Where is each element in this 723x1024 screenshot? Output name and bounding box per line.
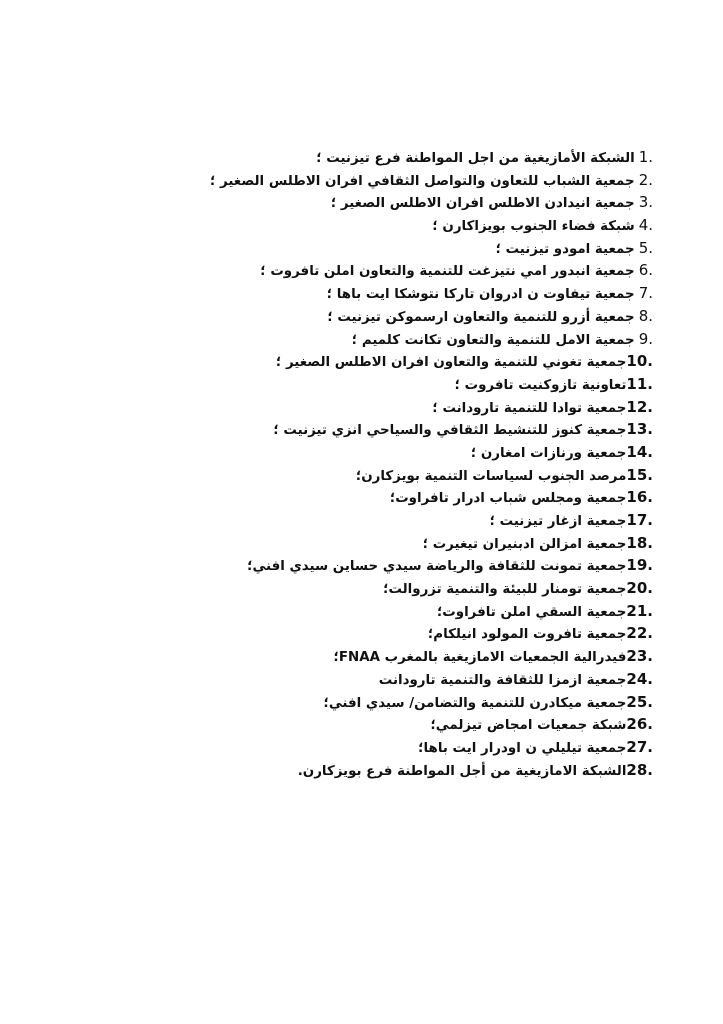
item-number: 1. (638, 148, 653, 166)
item-text: جمعية تافروت المولود انيلكام؛ (427, 627, 627, 643)
item-text: مرصد الجنوب لسياسات التنمية بويزكارن؛ (355, 468, 627, 484)
item-number: 4. (638, 216, 653, 235)
item-number: 18. (626, 533, 653, 552)
item-text: جمعية انبدور امي نتيزغت للتنمية والتعاون املن تافروت ؛ (260, 264, 635, 280)
item-number: 14. (626, 442, 653, 461)
list-item (53, 282, 653, 305)
item-text: جمعية ازغار تيزنيت ؛ (489, 514, 627, 529)
item-number: 25. (626, 692, 653, 711)
list-item (53, 509, 653, 532)
item-text: جمعية ومجلس شباب ادرار تافراوت؛ (389, 491, 627, 507)
list-item (53, 259, 653, 282)
item-number: 24. (626, 669, 653, 688)
item-number: 27. (626, 737, 653, 756)
list-item (53, 373, 653, 396)
item-text: فيدرالية الجمعيات الامازيغية بالمغرب FNAA؛ (333, 650, 627, 666)
list-item (53, 736, 653, 759)
item-number: 11. (626, 374, 653, 393)
list-item (53, 350, 653, 373)
item-text: جمعية امودو تيزنيت ؛ (495, 241, 635, 257)
list-item (53, 214, 653, 237)
list-item (53, 396, 653, 419)
item-text: جمعية السقي املن تافراوت؛ (436, 604, 627, 620)
list-item (53, 668, 653, 691)
item-number: 17. (626, 511, 653, 529)
item-number: 12. (626, 397, 653, 416)
item-text: جمعية تيفاوت ن ادروان تاركا نتوشكا ايت باها ؛ (326, 287, 635, 303)
item-text: جمعية توادا للتنمية تارودانت ؛ (432, 400, 627, 416)
item-text: جمعية تومنار للبيئة والتنمية تزروالت؛ (383, 582, 627, 598)
list-item (53, 645, 653, 668)
item-text: جمعية ورنازات امغارن ؛ (470, 445, 627, 461)
list-item (53, 713, 653, 736)
item-text: شبكة فضاء الجنوب بويزاكارن ؛ (432, 219, 635, 235)
item-text: جمعية تغوني للتنمية والتعاون افران الاطلس الصغير ؛ (275, 355, 627, 371)
list-item (53, 146, 653, 169)
item-number: 26. (626, 715, 653, 734)
list-item (53, 691, 653, 714)
list-item (53, 169, 653, 192)
item-number: 23. (626, 647, 653, 666)
list-item (53, 418, 653, 441)
list-item (53, 464, 653, 487)
item-text: تعاونية تازوكنيت تافروت ؛ (454, 377, 627, 393)
item-text: الشبكة الامازيغية من أجل المواطنة فرع بويزكارن. (297, 763, 627, 779)
item-text: جمعية ازمزا للثقافة والتنمية تارودانت (378, 672, 627, 688)
item-text: الشبكة الأمازيغية من اجل المواطنة فرع تيزنيت ؛ (316, 151, 635, 166)
list-item (53, 532, 653, 555)
item-number: 5. (638, 238, 653, 257)
item-text: جمعية الشباب للتعاون والتواصل الثقافي افران الاطلس الصغير ؛ (209, 173, 635, 189)
item-number: 3. (638, 193, 653, 212)
item-number: 21. (626, 601, 653, 620)
list-item (53, 191, 653, 214)
item-number: 15. (626, 465, 653, 484)
item-text: جمعية تمونت للثقافة والرياضة سيدي حساين سيدي افني؛ (247, 559, 627, 575)
item-text: شبكة جمعيات امجاض تيزلمي؛ (430, 718, 627, 734)
association-list (53, 146, 653, 781)
item-number: 19. (626, 556, 653, 575)
item-text: جمعية كنوز للتنشيط الثقافي والسياحي انزي تيزنيت ؛ (273, 423, 627, 439)
item-number: 13. (626, 420, 653, 439)
list-item (53, 759, 653, 782)
list-item (53, 237, 653, 260)
list-item (53, 622, 653, 645)
item-text: جمعية ميكادرن للتنمية والتضامن/ سيدي افني؛ (323, 695, 627, 711)
item-number: 28. (626, 760, 653, 779)
item-number: 6. (638, 261, 653, 280)
list-item (53, 441, 653, 464)
list-item (53, 554, 653, 577)
list-item (53, 486, 653, 509)
item-number: 10. (626, 352, 653, 371)
item-text: جمعية تيليلي ن اودرار ايت باها؛ (418, 740, 627, 756)
item-text: جمعية أزرو للتنمية والتعاون ارسموكن تيزنيت ؛ (327, 309, 635, 325)
item-number: 2. (638, 170, 653, 189)
item-number: 8. (638, 306, 653, 325)
item-number: 20. (626, 579, 653, 598)
list-item (53, 577, 653, 600)
item-number: 9. (638, 329, 653, 348)
item-text: جمعية الامل للتنمية والتعاون تكانت كلميم ؛ (351, 332, 635, 348)
item-number: 16. (626, 488, 653, 507)
item-number: 7. (638, 284, 653, 303)
item-text: جمعية امزالن ادبنيران تيغيرت ؛ (422, 536, 627, 552)
list-item (53, 305, 653, 328)
list-item (53, 328, 653, 351)
item-number: 22. (626, 624, 653, 643)
list-item (53, 600, 653, 623)
item-text: جمعية انيدادن الاطلس افران الاطلس الصغير ؛ (330, 196, 635, 212)
